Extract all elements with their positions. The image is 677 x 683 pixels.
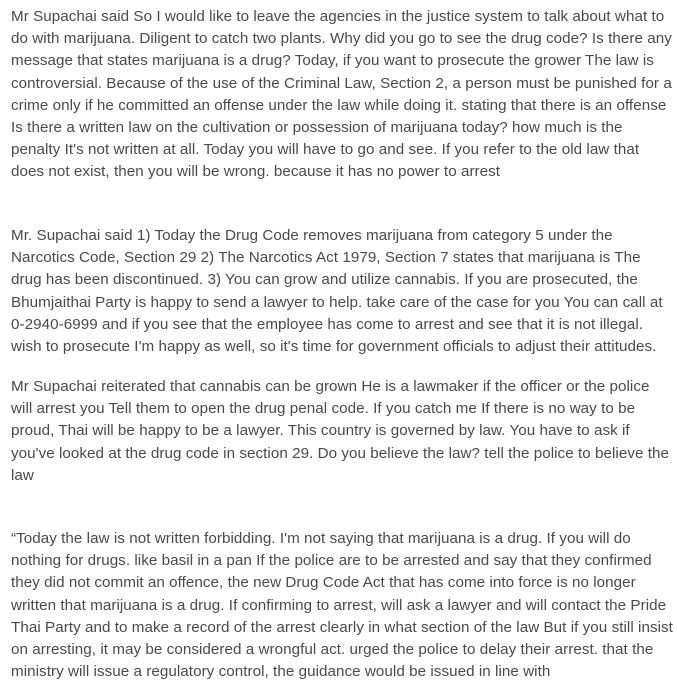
- paragraph-quote-law-not-written: “Today the law is not written forbidding. I'm not saying that marijuana is a drug. If you will do nothing for drugs. like basil in a pan If the police are to be arrested and say that they confirmed they did not commit an offence, the new Drug Code Act that has come into force is no longer written that marijuana is a drug. If confirming to arrest, will ask a lawyer and will contact the Pride Thai Party and to make a record of the arrest clearly in what section of the law But if you still insist on arresting, it may be considered a wrongful act. urged the police to delay their arrest. that the ministry will issue a regulatory control, the guidance would be issued in line with: [11, 530, 673, 681]
- paragraph-drug-code-changes: Mr. Supachai said 1) Today the Drug Code removes marijuana from category 5 under the Narcotics Code, Section 29 2) The Narcotics Act 1979, Section 7 states that marijuana is The drug has been discontinued. 3) You can grow and utilize cannabis. If you are prosecuted, the Bhumjaithai Party is happy to send a lawyer to help. take care of the case for you You can call at 0-2940-6999 and if you see that the employee has come to arrest and see that it is not illegal. wish to prosecute I'm happy as well, so it's time for government officials to adjust their attitudes.: [11, 227, 663, 356]
- paragraph-cannabis-can-be-grown: Mr Supachai reiterated that cannabis can be grown He is a lawmaker if the officer or the police will arrest you Tell them to open the drug penal code. If you catch me If there is no way to be proud, Thai will be happy to be a lawyer. This country is governed by law. You have to ask if you've looked at the drug code in section 29. Do you believe the law? tell the police to believe the law: [11, 378, 670, 484]
- paragraph-supachai-justice-system: Mr Supachai said So I would like to leave the agencies in the justice system to talk about what to do with marijuana. Diligent to catch two plants. Why did you go to see the drug code? Is there any message that states marijuana is a drug? Today, if you want to prosecute the grower The law is controversial. Because of the use of the Criminal Law, Section 2, a person must be punished for a crime only if he committed an offense under the law while doing it. stating that there is an offense Is there a written law on the cultivation or possession of marijuana today? how much is the penalty It's not written at all. Today you will have to go and see. If you refer to the old law that does not exist, then you will be wrong. because it has no power to arrest: [11, 8, 672, 181]
